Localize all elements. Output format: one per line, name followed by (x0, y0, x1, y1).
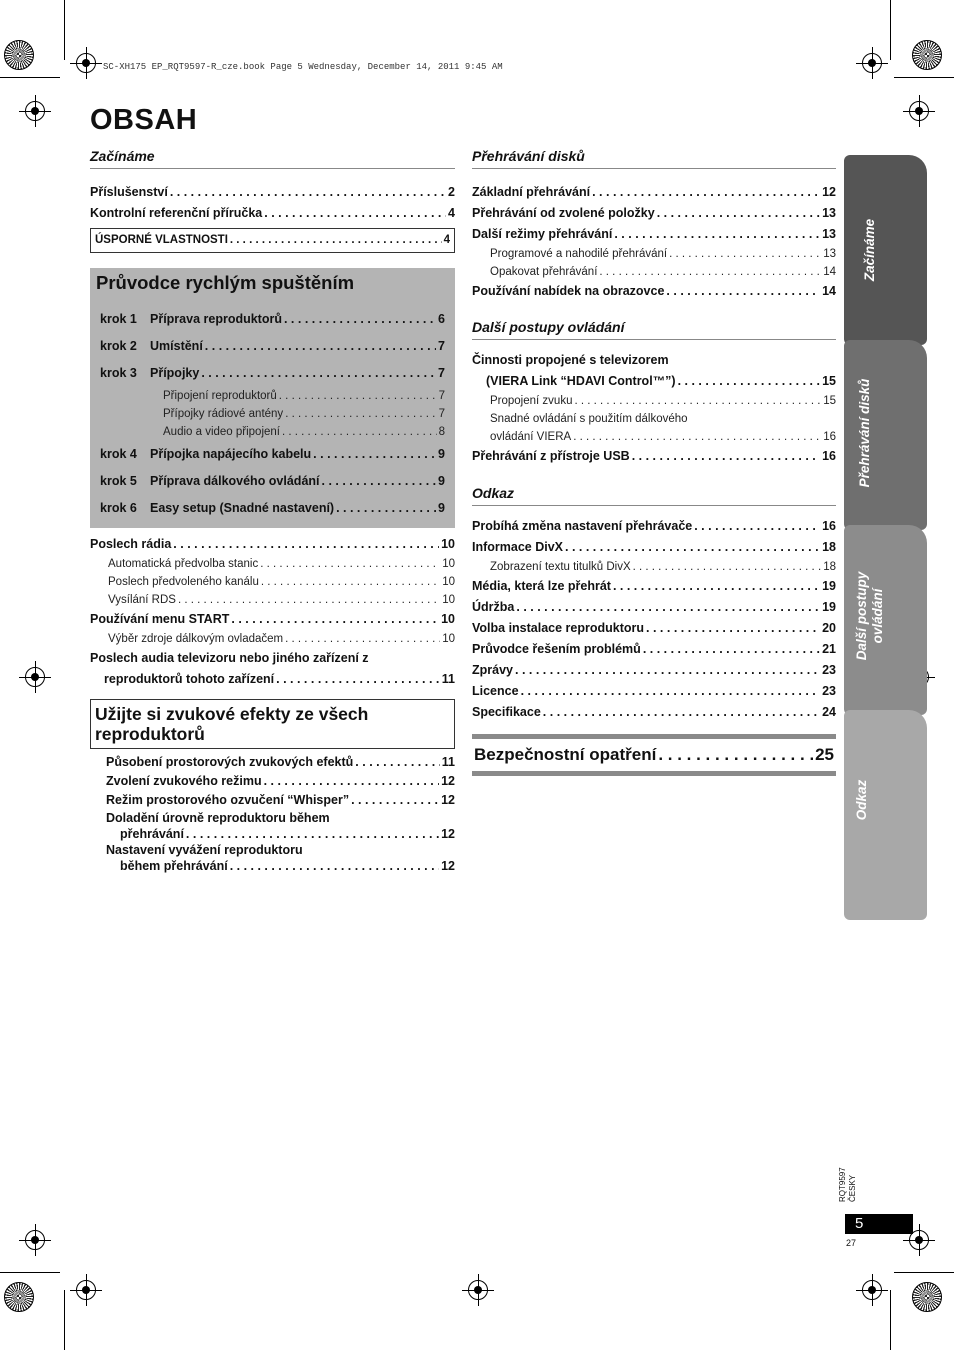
entry-page: 19 (822, 600, 836, 614)
tab-label-reference: Odkaz (854, 779, 869, 821)
leader-dots (264, 203, 446, 224)
leader-dots (521, 681, 821, 702)
crop-mark (890, 0, 891, 60)
toc-entry-safety[interactable]: Bezpečnostní opatření . . . 25 (472, 739, 836, 771)
crosshair-mark (25, 101, 45, 121)
toc-entry-tv-audio[interactable]: reproduktorů tohoto zařízení . . . 11 (90, 669, 455, 690)
quickstart-steps (90, 302, 455, 522)
registration-sunburst-top-left (4, 40, 34, 70)
start-sub-list (90, 630, 455, 648)
leader-dots (694, 516, 820, 537)
crosshair-mark (862, 1280, 882, 1300)
entry-page: 10 (442, 594, 455, 606)
leader-dots (285, 405, 436, 423)
leader-dots (170, 182, 446, 203)
entry-label: Easy setup (Snadné nastavení) (150, 501, 335, 515)
section-heading-reference: Odkaz (472, 485, 515, 501)
entry-label: Doladění úrovně reproduktoru během (106, 811, 330, 825)
entry-label: Opakovat přehrávání (490, 266, 598, 278)
leader-dots (666, 281, 820, 302)
registration-sunburst-bottom-right (912, 1282, 942, 1312)
toc-entry[interactable] (472, 618, 836, 639)
quickstart-title: Průvodce rychlým spuštěním (96, 272, 355, 293)
right-column (472, 148, 836, 776)
section-heading-other-operations: Další postupy ovládání (472, 319, 625, 335)
entry-page: 15 (823, 395, 836, 407)
entry-page: 9 (438, 447, 445, 461)
entry-page: 7 (438, 390, 445, 402)
entry-label: Specifikace (472, 705, 541, 719)
leader-dots (669, 245, 821, 263)
toc-entry-radio[interactable]: Poslech rádia . . . 10 (90, 534, 455, 555)
quickstart-step[interactable] (90, 441, 455, 468)
leader-dots (205, 333, 436, 360)
entry-label: Působení prostorových zvukových efektů (106, 755, 354, 769)
tab-getting-started[interactable] (844, 155, 927, 345)
leader-dots (592, 182, 820, 203)
entry-label: Vysílání RDS (108, 594, 176, 606)
entry-label: Přípojka napájecího kabelu (150, 447, 312, 461)
leader-dots (565, 537, 820, 558)
toc-entry[interactable] (472, 224, 836, 245)
crop-mark (64, 0, 65, 60)
toc-entry[interactable] (106, 753, 455, 772)
toc-entry-line1[interactable] (106, 842, 455, 858)
crosshair-mark (25, 1230, 45, 1250)
leader-dots (543, 702, 820, 723)
quickstart-substep[interactable] (90, 387, 455, 405)
entry-page: 10 (442, 576, 455, 588)
entry-label: Zprávy (472, 663, 513, 677)
toc-entry-start-menu[interactable]: Používání menu START . . . 10 (90, 609, 455, 630)
quickstart-step[interactable] (90, 306, 455, 333)
crop-mark (0, 1272, 60, 1273)
entry-label: Základní přehrávání (472, 185, 591, 199)
leader-dots (261, 573, 440, 591)
sound-effects-heading-box: Užijte si zvukové efekty ze všech reproduktorů (90, 699, 455, 749)
entry-page: 19 (822, 579, 836, 593)
entry-label: Kontrolní referenční příručka (90, 206, 263, 220)
entry-page: 12 (822, 185, 836, 199)
toc-entry-tv-linked-line1[interactable]: Činnosti propojené s televizorem (472, 353, 669, 367)
entry-label: Audio a video připojení (163, 426, 280, 438)
entry-page: 21 (822, 642, 836, 656)
left-column (90, 148, 455, 874)
step-label: krok 5 (100, 474, 137, 488)
entry-page: 12 (441, 859, 455, 873)
entry-page: 4 (448, 206, 455, 220)
entry-label: Údržba (472, 600, 515, 614)
leader-dots (264, 772, 440, 791)
crosshair-mark (862, 53, 882, 73)
toc-entry[interactable] (472, 558, 836, 576)
entry-label: přehrávání (120, 827, 184, 841)
leader-dots (178, 591, 440, 609)
step-label: krok 6 (100, 501, 137, 515)
quickstart-step[interactable] (90, 495, 455, 522)
leader-dots (633, 558, 822, 576)
entry-label: Režim prostorového ozvučení “Whisper” (106, 793, 350, 807)
entry-label: Automatická předvolba stanic (108, 558, 259, 570)
radio-sub-list (90, 555, 455, 609)
leader-dots (646, 618, 820, 639)
leader-dots (230, 858, 439, 874)
quickstart-step[interactable] (90, 360, 455, 387)
toc-entry[interactable] (472, 537, 836, 558)
toc-entry[interactable] (472, 392, 836, 410)
entry-page: 12 (441, 827, 455, 841)
toc-entry[interactable] (472, 660, 836, 681)
entry-page: 8 (438, 426, 445, 438)
entry-page: 6 (438, 312, 445, 326)
entry-page: 10 (442, 633, 455, 645)
toc-entry[interactable] (472, 182, 836, 203)
toc-entry[interactable] (106, 772, 455, 791)
toc-entry[interactable] (472, 597, 836, 618)
leader-dots (282, 423, 437, 441)
toc-entry[interactable] (90, 555, 455, 573)
step-label: krok 4 (100, 447, 137, 461)
registration-sunburst-top-right (912, 40, 942, 70)
disc-playback-list (472, 182, 836, 302)
getting-started-list (90, 182, 455, 224)
entry-label: Příprava dálkového ovládání (150, 474, 320, 488)
quickstart-step[interactable] (90, 468, 455, 495)
entry-label: Poslech předvoleného kanálu (108, 576, 259, 588)
entry-page: 13 (823, 248, 836, 260)
toc-entry[interactable] (472, 245, 836, 263)
step-label: krok 2 (100, 339, 137, 353)
entry-page: 9 (438, 501, 445, 515)
quickstart-step[interactable] (90, 333, 455, 360)
section-heading-disc-playback: Přehrávání disků (472, 148, 585, 164)
safety-bottom-rule (472, 771, 836, 776)
toc-entry-usb[interactable]: Přehrávání z přístroje USB . . . 16 (472, 446, 836, 467)
leader-dots (186, 826, 439, 842)
entry-page: 7 (438, 339, 445, 353)
page-number: 5 (845, 1214, 913, 1234)
entry-label: Výběr zdroje dálkovým ovladačem (108, 633, 284, 645)
toc-entry-tv-audio-line1[interactable]: Poslech audia televizoru nebo jiného zařízení z (90, 651, 369, 665)
tab-label-other-operations: Další postupy ovládání (854, 571, 885, 661)
crosshair-mark (76, 53, 96, 73)
toc-entry[interactable] (90, 591, 455, 609)
entry-label: Nastavení vyvážení reproduktoru (106, 843, 303, 857)
leader-dots (643, 639, 820, 660)
entry-label: Propojení zvuku (490, 395, 573, 407)
toc-entry[interactable] (106, 858, 455, 874)
entry-page: 23 (822, 684, 836, 698)
toc-entry-viera-remote[interactable]: ovládání VIERA . . . 16 (472, 428, 836, 446)
entry-label: Média, která lze přehrát (472, 579, 611, 593)
entry-label: Připojení reproduktorů (163, 390, 277, 402)
leader-dots (279, 387, 437, 405)
entry-page: 12 (441, 793, 455, 807)
entry-page: 23 (822, 663, 836, 677)
entry-label: Používání nabídek na obrazovce (472, 284, 665, 298)
toc-entry-remote-line1[interactable]: Snadné ovládání s použitím dálkového (490, 413, 688, 425)
leader-dots (516, 597, 820, 618)
entry-label: Zobrazení textu titulků DivX (490, 561, 631, 573)
entry-label: Umístění (150, 339, 203, 353)
sound-effects-list (90, 753, 455, 874)
entry-page: 20 (822, 621, 836, 635)
step-label: krok 3 (100, 366, 137, 380)
leader-dots (613, 576, 820, 597)
entry-page: 16 (822, 519, 836, 533)
crop-mark (64, 1290, 65, 1350)
leader-dots (201, 360, 436, 387)
other-sub-list (472, 392, 836, 410)
section-rule (472, 339, 836, 340)
quickstart-panel (90, 268, 455, 528)
leader-dots (322, 468, 437, 495)
model-code: RQT9597 ČESKY (838, 1167, 857, 1202)
entry-page: 13 (822, 206, 836, 220)
toc-entry[interactable] (472, 702, 836, 723)
toc-entry[interactable] (472, 263, 836, 281)
entry-page: 18 (822, 540, 836, 554)
toc-entry[interactable] (472, 203, 836, 224)
crop-mark (890, 1290, 891, 1350)
leader-dots (336, 495, 436, 522)
entry-page: 11 (441, 755, 455, 769)
entry-label: Přípojky (150, 366, 200, 380)
leader-dots (355, 753, 439, 772)
tab-label-getting-started: Začínáme (862, 218, 877, 282)
toc-entry[interactable] (472, 576, 836, 597)
crosshair-mark (76, 1280, 96, 1300)
section-rule (472, 168, 836, 169)
entry-page: 18 (823, 561, 836, 573)
entry-label: Přípojky rádiové antény (163, 408, 284, 420)
entry-label: Licence (472, 684, 519, 698)
toc-entry-viera-link[interactable]: (VIERA Link “HDAVI Control™”) . . . 15 (472, 371, 836, 392)
toc-entry[interactable] (472, 681, 836, 702)
leader-dots (260, 555, 440, 573)
toc-entry-eco-features[interactable]: ÚSPORNÉ VLASTNOSTI . . . 4 (90, 228, 455, 253)
entry-page: 24 (822, 705, 836, 719)
section-rule (472, 505, 836, 506)
leader-dots (313, 441, 436, 468)
toc-entry[interactable] (106, 826, 455, 842)
entry-label: Probíhá změna nastavení přehrávače (472, 519, 693, 533)
leader-dots (284, 306, 436, 333)
page-title: OBSAH (90, 104, 198, 136)
quickstart-substep[interactable] (90, 405, 455, 423)
entry-page: 13 (822, 227, 836, 241)
entry-page: 10 (442, 558, 455, 570)
toc-entry[interactable] (472, 281, 836, 302)
entry-label: během přehrávání (120, 859, 228, 873)
entry-label: Přehrávání od zvolené položky (472, 206, 655, 220)
entry-label: Zvolení zvukového režimu (106, 774, 262, 788)
toc-entry[interactable] (90, 630, 455, 648)
entry-page: 12 (441, 774, 455, 788)
toc-entry-line1[interactable] (106, 810, 455, 826)
print-header-line: SC-XH175 EP_RQT9597-R_cze.book Page 5 Wednesday, December 14, 2011 9:45 AM (103, 62, 503, 72)
section-rule (90, 168, 455, 169)
leader-dots (657, 203, 820, 224)
toc-entry[interactable] (90, 573, 455, 591)
entry-label: Další režimy přehrávání (472, 227, 613, 241)
entry-page: 14 (822, 284, 836, 298)
registration-sunburst-bottom-left (4, 1282, 34, 1312)
quickstart-substep[interactable] (90, 423, 455, 441)
entry-label: Příprava reproduktorů (150, 312, 282, 326)
crosshair-mark (25, 667, 45, 687)
toc-entry[interactable] (472, 639, 836, 660)
leader-dots (515, 660, 820, 681)
entry-page: 9 (438, 474, 445, 488)
entry-label: Průvodce řešením problémů (472, 642, 641, 656)
entry-label: Informace DivX (472, 540, 564, 554)
toc-entry[interactable] (90, 203, 455, 224)
tab-label-disc-playback: Přehrávání disků (857, 378, 872, 488)
toc-entry[interactable] (472, 516, 836, 537)
crosshair-mark (909, 101, 929, 121)
section-heading-getting-started: Začínáme (90, 148, 155, 164)
leader-dots (614, 224, 820, 245)
entry-label: Příslušenství (90, 185, 168, 199)
leader-dots (351, 791, 439, 810)
toc-entry[interactable] (90, 182, 455, 203)
crosshair-mark (468, 1280, 488, 1300)
step-label: krok 1 (100, 312, 137, 326)
page-number-small: 27 (846, 1238, 857, 1248)
entry-label: Programové a nahodilé přehrávání (490, 248, 668, 260)
entry-page: 14 (823, 266, 836, 278)
crop-mark (894, 77, 954, 78)
entry-label: Volba instalace reproduktoru (472, 621, 645, 635)
leader-dots (599, 263, 821, 281)
toc-entry[interactable] (106, 791, 455, 810)
leader-dots (574, 392, 821, 410)
reference-list (472, 516, 836, 723)
entry-page: 2 (448, 185, 455, 199)
leader-dots (285, 630, 440, 648)
crop-mark (894, 1272, 954, 1273)
entry-page: 7 (438, 366, 445, 380)
entry-page: 7 (438, 408, 445, 420)
crop-mark (0, 77, 60, 78)
